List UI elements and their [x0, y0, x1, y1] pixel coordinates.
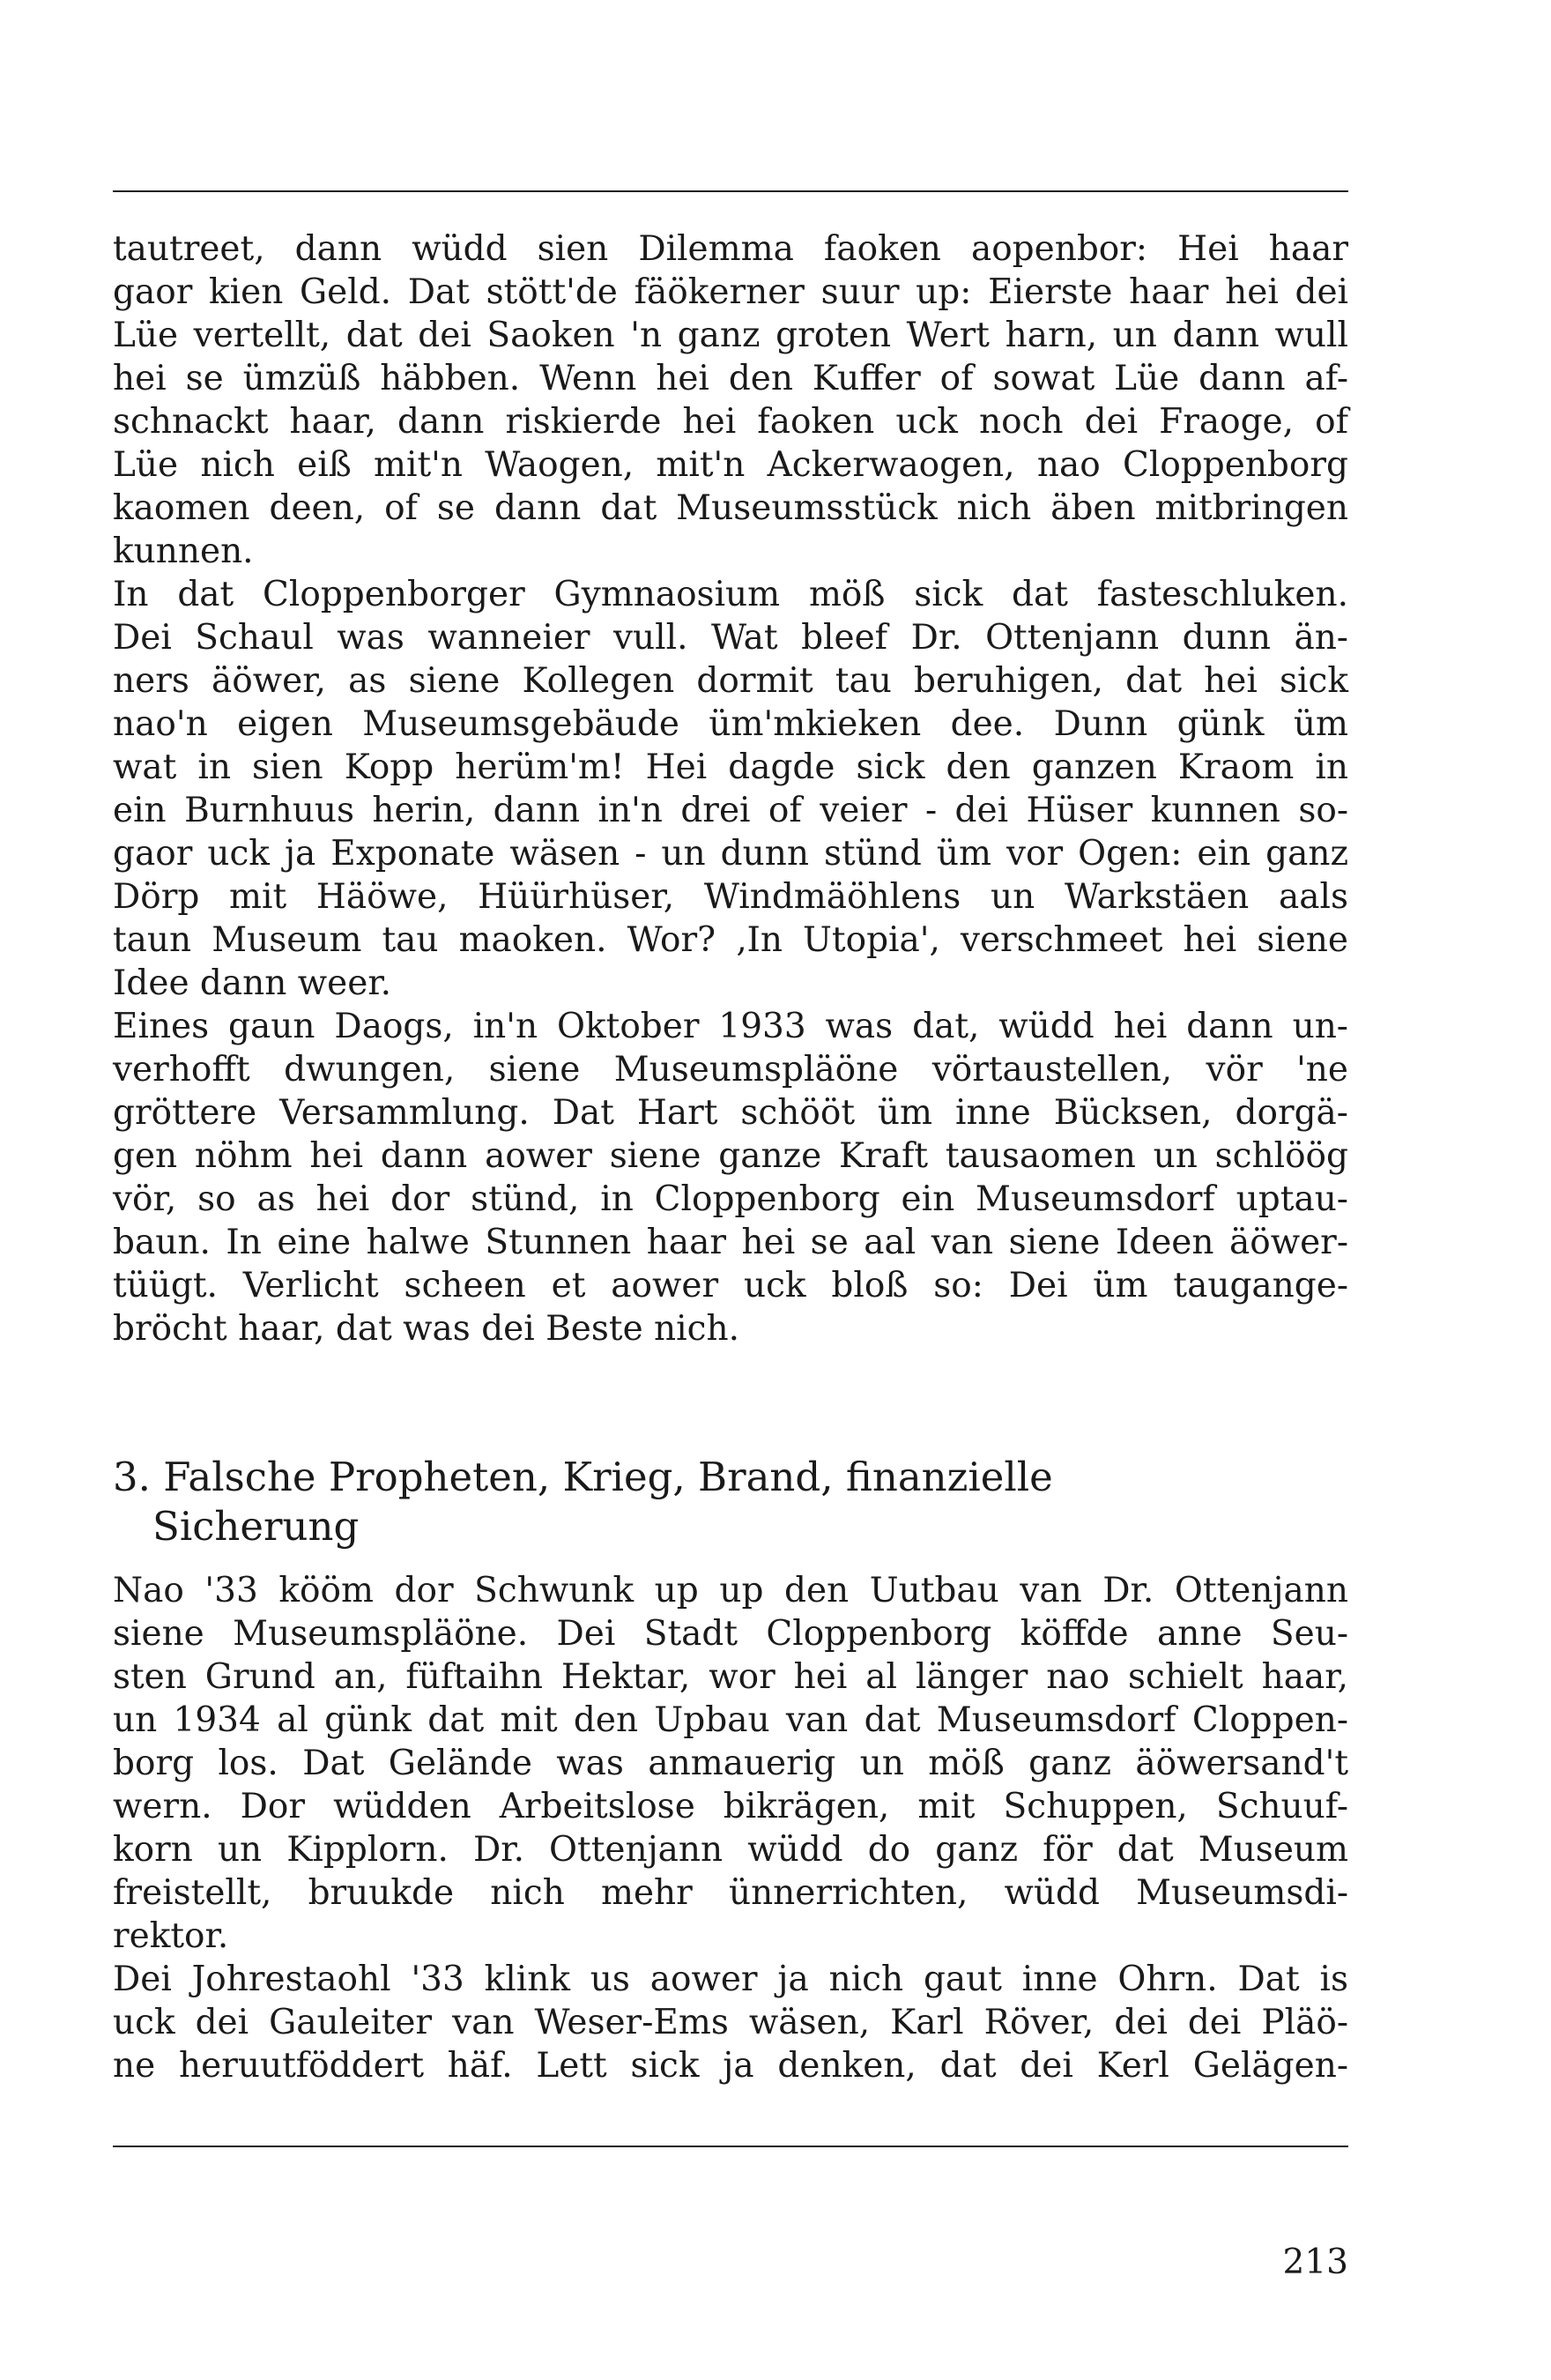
text-line: Idee dann weer. [113, 963, 392, 1003]
bottom-rule [113, 2146, 1348, 2147]
text-line: ners äöwer, as siene Kollegen dormit tau beruhigen, dat hei sick [113, 661, 1348, 701]
text-line: hei se ümzüß häbben. Wenn hei den Kuffer of sowat Lüe dann af- [113, 359, 1348, 398]
section-heading [113, 1453, 1348, 1551]
text-line: Eines gaun Daogs, in'n Oktober 1933 was dat, wüdd hei dann un- [113, 1007, 1348, 1046]
text-line: tautreet, dann wüdd sien Dilemma faoken aopenbor: Hei haar [113, 229, 1348, 269]
text-line: gen nöhm hei dann aower siene ganze Kraft tausaomen un schlöög [113, 1136, 1348, 1176]
text-line: taun Museum tau maoken. Wor? ‚In Utopia', verschmeet hei siene [113, 920, 1348, 960]
page-number: 213 [1282, 2242, 1348, 2282]
text-line: kunnen. [113, 532, 254, 571]
text-line: nao'n eigen Museumsgebäude üm'mkieken dee. Dunn günk üm [113, 704, 1348, 744]
top-rule [113, 190, 1348, 192]
text-line: bröcht haar, dat was dei Beste nich. [113, 1309, 739, 1349]
text-line: korn un Kipplorn. Dr. Ottenjann wüdd do ganz för dat Museum [113, 1830, 1348, 1870]
text-line: vör, so as hei dor stünd, in Cloppenborg ein Museumsdorf uptau- [113, 1179, 1348, 1219]
text-line: borg los. Dat Gelände was anmauerig un möß ganz äöwersand't [113, 1744, 1348, 1783]
text-line: verhofft dwungen, siene Museumspläöne vörtaustellen, vör 'ne [113, 1050, 1348, 1090]
heading-line-2: Sicherung [152, 1503, 360, 1550]
text-line: Lüe vertellt, dat dei Saoken 'n ganz groten Wert harn, un dann wull [113, 316, 1348, 355]
text-line: gröttere Versammlung. Dat Hart schööt üm inne Bücksen, dorgä- [113, 1093, 1348, 1133]
text-line: gaor uck ja Exponate wäsen - un dunn stünd üm vor Ogen: ein ganz [113, 834, 1348, 874]
text-line: wat in sien Kopp herüm'm! Hei dagde sick den ganzen Kraom in [113, 747, 1348, 787]
text-line: rektor. [113, 1916, 229, 1956]
text-line: wern. Dor wüdden Arbeitslose bikrägen, mit Schuppen, Schuuf- [113, 1787, 1348, 1826]
text-line: tüügt. Verlicht scheen et aower uck bloß so: Dei üm taugange- [113, 1266, 1348, 1305]
text-line: Dei Johrestaohl '33 klink us aower ja nich gaut inne Ohrn. Dat is [113, 1960, 1348, 1999]
text-line: gaor kien Geld. Dat stött'de fäökerner suur up: Eierste haar hei dei [113, 272, 1348, 312]
text-line: ne heruutföddert häf. Lett sick ja denken, dat dei Kerl Gelägen- [113, 2046, 1348, 2086]
heading-line-1: 3. Falsche Propheten, Krieg, Brand, finanzielle [113, 1454, 1053, 1500]
text-line: kaomen deen, of se dann dat Museumsstück nich äben mitbringen [113, 488, 1348, 528]
text-line: Nao '33 kööm dor Schwunk up up den Uutbau van Dr. Ottenjann [113, 1571, 1348, 1610]
text-line: ein Burnhuus herin, dann in'n drei of veier - dei Hüser kunnen so- [113, 791, 1348, 830]
paragraph-block-1 [113, 227, 1348, 1350]
text-line: baun. In eine halwe Stunnen haar hei se aal van siene Ideen äöwer- [113, 1223, 1348, 1262]
text-line: siene Museumspläöne. Dei Stadt Cloppenborg köffde anne Seu- [113, 1614, 1348, 1654]
text-line: Dörp mit Häöwe, Hüürhüser, Windmäöhlens un Warkstäen aals [113, 877, 1348, 917]
text-line: schnackt haar, dann riskierde hei faoken uck noch dei Fraoge, of [113, 402, 1348, 442]
text-line: In dat Cloppenborger Gymnaosium möß sick dat fasteschluken. [113, 575, 1348, 614]
text-line: freistellt, bruukde nich mehr ünnerrichten, wüdd Museumsdi- [113, 1873, 1348, 1913]
paragraph-block-2 [113, 1569, 1348, 2087]
text-line: Lüe nich eiß mit'n Waogen, mit'n Ackerwaogen, nao Cloppenborg [113, 445, 1348, 485]
text-line: uck dei Gauleiter van Weser-Ems wäsen, Karl Röver, dei dei Pläö- [113, 2003, 1348, 2042]
text-line: un 1934 al günk dat mit den Upbau van dat Museumsdorf Cloppen- [113, 1700, 1348, 1740]
text-line: sten Grund an, füftaihn Hektar, wor hei al länger nao schielt haar, [113, 1657, 1348, 1697]
text-line: Dei Schaul was wanneier vull. Wat bleef Dr. Ottenjann dunn än- [113, 618, 1348, 658]
